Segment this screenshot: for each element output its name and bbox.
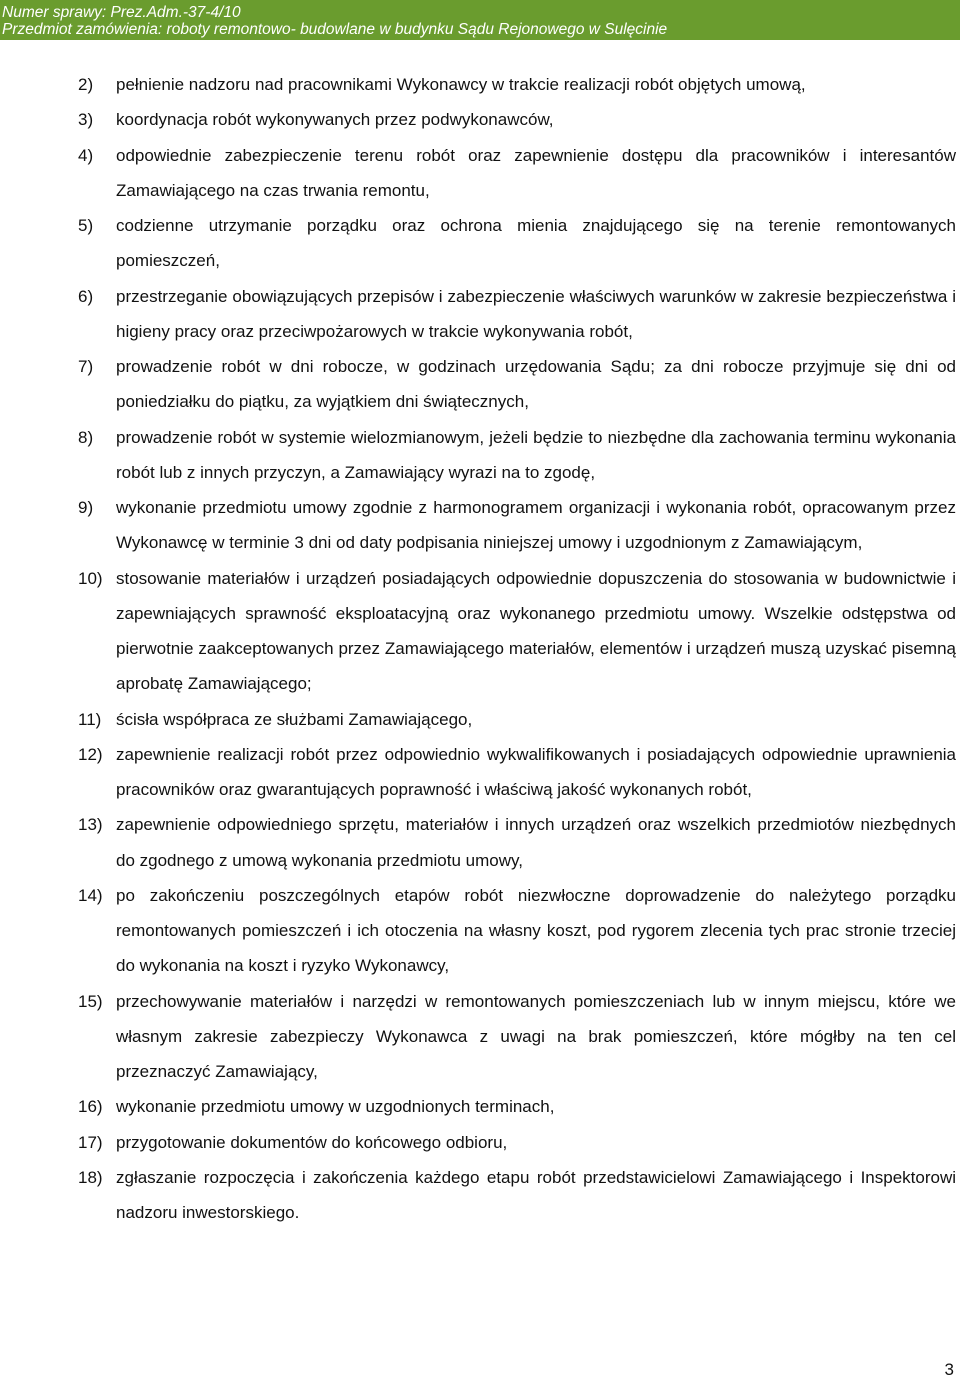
- item-number: 8): [78, 427, 94, 447]
- item-number: 15): [78, 991, 103, 1011]
- item-text: stosowanie materiałów i urządzeń posiadających odpowiednie dopuszczenia do stosowania w budownictwie i zapewniających sprawność eksploatacyjną oraz wykonanego przedmiotu umowy. Wszelkie odstępstwa od pierwotnie zaakceptowanych przez Zamawiającego materiałów, elementów i urządzeń muszą uzyskać pisemną aprobatę Zamawiającego;: [116, 568, 956, 694]
- document-header: [0, 0, 960, 40]
- item-text: pełnienie nadzoru nad pracownikami Wykonawcy w trakcie realizacji robót objętych umową,: [116, 75, 806, 94]
- list-item: [78, 67, 956, 102]
- item-number: 2): [78, 75, 94, 94]
- list-item: [78, 208, 956, 279]
- list-item: [78, 490, 956, 561]
- order-subject: Przedmiot zamówienia: roboty remontowo- budowlane w budynku Sądu Rejonowego w Sulęcinie: [2, 21, 668, 38]
- item-number: 5): [78, 216, 94, 235]
- item-number: 17): [78, 1132, 103, 1152]
- list-item: [78, 1125, 956, 1160]
- list-item: [78, 984, 956, 1090]
- item-number: 18): [78, 1167, 103, 1187]
- case-number: Numer sprawy: Prez.Adm.-37-4/10: [2, 4, 241, 21]
- item-text: prowadzenie robót w dni robocze, w godzinach urzędowania Sądu; za dni robocze przyjmuje się dni od poniedziałku do piątku, za wyjątkiem dni świątecznych,: [116, 357, 956, 412]
- item-text: zapewnienie odpowiedniego sprzętu, materiałów i innych urządzeń oraz wszelkich przedmiotów niezbędnych do zgodnego z umową wykonania przedmiotu umowy,: [116, 815, 956, 870]
- item-text: odpowiednie zabezpieczenie terenu robót oraz zapewnienie dostępu dla pracowników i interesantów Zamawiającego na czas trwania remontu,: [116, 145, 956, 200]
- item-text: przygotowanie dokumentów do końcowego odbioru,: [116, 1132, 508, 1152]
- item-number: 14): [78, 885, 103, 905]
- list-item: [78, 1160, 956, 1231]
- list-item: [78, 561, 956, 702]
- item-text: codzienne utrzymanie porządku oraz ochrona mienia znajdującego się na terenie remontowanych pomieszczeń,: [116, 216, 956, 271]
- item-number: 10): [78, 568, 103, 588]
- item-text: ścisła współpraca ze służbami Zamawiającego,: [116, 709, 473, 729]
- list-item: [78, 1089, 956, 1124]
- list-item: [78, 279, 956, 350]
- item-number: 4): [78, 145, 94, 165]
- item-number: 11): [78, 709, 102, 729]
- list-item: [78, 737, 956, 808]
- item-text: zapewnienie realizacji robót przez odpowiednio wykwalifikowanych i posiadających odpowiednie uprawnienia pracowników oraz gwarantujących poprawność i właściwą jakość wykonanych robót,: [116, 744, 956, 799]
- item-text: po zakończeniu poszczególnych etapów robót niezwłoczne doprowadzenie do należytego porządku remontowanych pomieszczeń i ich otoczenia na własny koszt, pod rygorem zlecenia tych prac stronie trzeciej do wykonania na koszt i ryzyko Wykonawcy,: [116, 885, 956, 976]
- list-item: [78, 102, 956, 137]
- page-number: 3: [944, 1360, 954, 1379]
- item-number: 13): [78, 815, 103, 835]
- item-text: przechowywanie materiałów i narzędzi w remontowanych pomieszczeniach lub w innym miejscu, które we własnym zakresie zabezpieczy Wykonawca z uwagi na brak pomieszczeń, które mógłby na ten cel przeznaczyć Zamawiający,: [116, 991, 956, 1081]
- list-item: [78, 807, 956, 878]
- obligations-list: [78, 67, 956, 1230]
- item-text: koordynacja robót wykonywanych przez podwykonawców,: [116, 110, 554, 130]
- item-text: wykonanie przedmiotu umowy w uzgodnionych terminach,: [116, 1097, 555, 1117]
- item-number: 7): [78, 357, 94, 376]
- list-item: [78, 702, 956, 737]
- list-item: [78, 138, 956, 209]
- item-text: prowadzenie robót w systemie wielozmianowym, jeżeli będzie to niezbędne dla zachowania terminu wykonania robót lub z innych przyczyn, a Zamawiający wyrazi na to zgodę,: [116, 427, 956, 482]
- item-number: 16): [78, 1097, 103, 1117]
- item-text: wykonanie przedmiotu umowy zgodnie z harmonogramem organizacji i wykonania robót, opracowanym przez Wykonawcę w terminie 3 dni od daty podpisania niniejszej umowy i uzgodnionym z Zamawiającym,: [116, 498, 956, 553]
- item-text: zgłaszanie rozpoczęcia i zakończenia każdego etapu robót przedstawicielowi Zamawiającego i Inspektorowi nadzoru inwestorskiego.: [116, 1167, 956, 1222]
- item-number: 9): [78, 498, 94, 517]
- item-number: 6): [78, 286, 94, 306]
- list-item: [78, 878, 956, 984]
- list-item: [78, 349, 956, 420]
- item-number: 3): [78, 110, 94, 130]
- item-number: 12): [78, 744, 103, 764]
- list-item: [78, 420, 956, 491]
- item-text: przestrzeganie obowiązujących przepisów i zabezpieczenie właściwych warunków w zakresie bezpieczeństwa i higieny pracy oraz przeciwpożarowych w trakcie wykonywania robót,: [116, 286, 956, 341]
